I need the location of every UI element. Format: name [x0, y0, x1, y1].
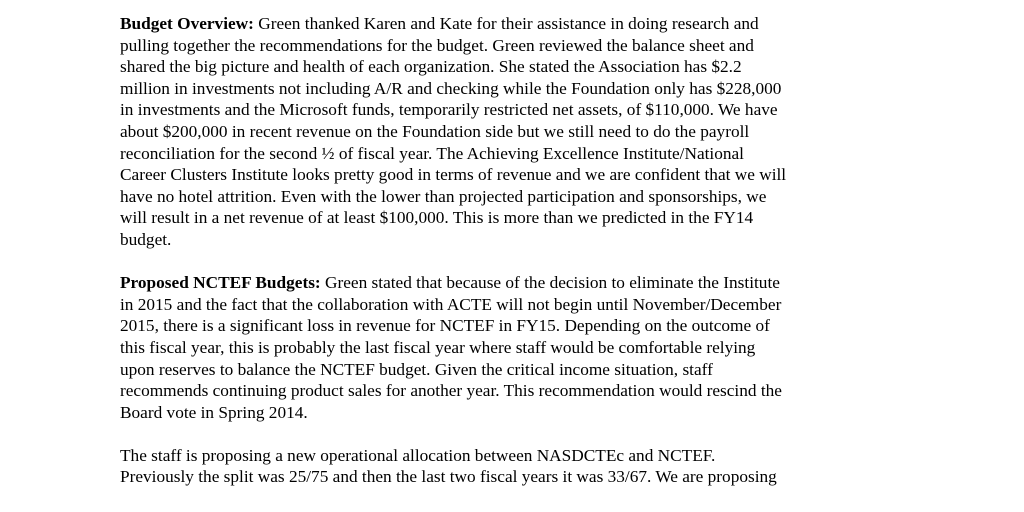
- operational-allocation-text: The staff is proposing a new operational allocation between NASDCTEc and NCTEF. Previously the split was 25/75 and then the last two fiscal years it was 33/67. We are proposing: [120, 445, 777, 487]
- proposed-nctef-budgets-text: Green stated that because of the decision to eliminate the Institute in 2015 and the fact that the collaboration with ACTE will not begin until November/December 2015, there is a significant loss in revenue for NCTEF in FY15. Depending on the outcome of this fiscal year, this is probably the last fiscal year where staff would be comfortable relying upon reserves to balance the NCTEF budget. Given the critical income situation, staff recommends continuing product sales for another year. This recommendation would rescind the Board vote in Spring 2014.: [120, 273, 782, 422]
- proposed-nctef-budgets-paragraph: [120, 272, 910, 423]
- budget-overview-text: Green thanked Karen and Kate for their assistance in doing research and pulling together the recommendations for the budget. Green reviewed the balance sheet and shared the big picture and health of each organization. She stated the Association has $2.2 million in investments not including A/R and checking while the Foundation only has $228,000 in investments and the Microsoft funds, temporarily restricted net assets, of $110,000. We have about $200,000 in recent revenue on the Foundation side but we still need to do the payroll reconciliation for the second ½ of fiscal year. The Achieving Excellence Institute/National Career Clusters Institute looks pretty good in terms of revenue and we are confident that we will have no hotel attrition. Even with the lower than projected participation and sponsorships, we will result in a net revenue of at least $100,000. This is more than we predicted in the FY14 budget.: [120, 14, 787, 249]
- budget-overview-heading: Budget Overview:: [120, 14, 254, 33]
- operational-allocation-paragraph: [120, 445, 910, 488]
- budget-overview-paragraph: [120, 13, 910, 251]
- proposed-nctef-budgets-heading: Proposed NCTEF Budgets:: [120, 273, 321, 293]
- document-page: [120, 13, 910, 510]
